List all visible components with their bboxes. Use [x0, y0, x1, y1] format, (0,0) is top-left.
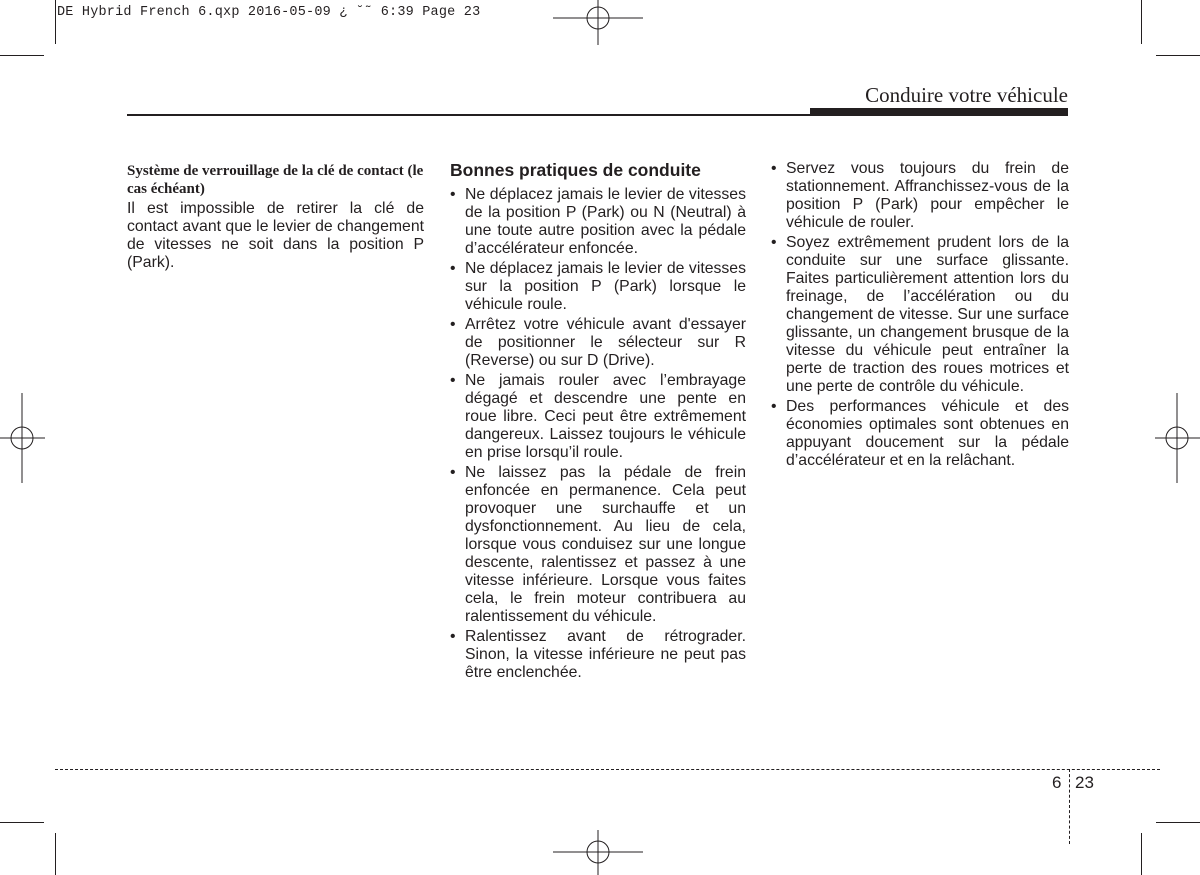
bullet-icon: • [771, 160, 777, 177]
crop-mark [1141, 833, 1142, 875]
registration-mark-icon [0, 393, 45, 483]
list-item [450, 260, 746, 314]
header-rule-thick [810, 108, 1068, 116]
bullet-icon: • [450, 372, 456, 389]
crop-mark [0, 55, 44, 56]
header-rule [127, 114, 810, 116]
crop-mark [0, 822, 44, 823]
chapter-number: 6 [1052, 773, 1062, 792]
registration-mark-icon [553, 830, 643, 875]
list-item-text: Servez vous toujours du frein de stationnement. Affranchissez-vous de la position P (Park) pour empêcher le véhicule de rouler. [786, 160, 1069, 231]
list-item [771, 398, 1069, 470]
bullet-icon: • [450, 316, 456, 333]
list-item-text: Ne jamais rouler avec l’embrayage dégagé et descendre une pente en roue libre. Ceci peut être extrêmement dangereux. Laissez toujours le véhicule en prise lorsqu’il roule. [465, 372, 746, 461]
bullet-icon: • [450, 464, 456, 481]
bullet-list [771, 160, 1069, 470]
print-slug: DE Hybrid French 6.qxp 2016-05-09 ¿ ˘˜ 6:39 Page 23 [57, 5, 481, 20]
bullet-icon: • [450, 186, 456, 203]
list-item-text: Des performances véhicule et des économies optimales sont obtenues en appuyant doucement sur la pédale d’accélérateur et en la relâchant. [786, 398, 1069, 469]
crop-mark [55, 0, 56, 44]
section-heading: Bonnes pratiques de conduite [450, 160, 701, 180]
list-item [450, 316, 746, 370]
column-1 [127, 160, 424, 272]
list-item [450, 372, 746, 462]
bullet-list [450, 186, 746, 682]
crop-mark [1141, 0, 1142, 44]
chapter-title: Conduire votre véhicule [865, 83, 1068, 107]
crop-mark [1156, 55, 1200, 56]
page-number: 23 [1075, 773, 1094, 792]
list-item-text: Ralentissez avant de rétrograder. Sinon, la vitesse inférieure ne peut pas être enclenchée. [465, 628, 746, 681]
list-item [771, 234, 1069, 396]
list-item-text: Arrêtez votre véhicule avant d'essayer de positionner le sélecteur sur R (Reverse) ou sur D (Drive). [465, 316, 746, 369]
subsection-heading: Système de verrouillage de la clé de contact (le cas échéant) [127, 163, 424, 197]
list-item [450, 464, 746, 626]
list-item-text: Ne déplacez jamais le levier de vitesses de la position P (Park) ou N (Neutral) à une toute autre position avec la pédale d’accélérateur enfoncée. [465, 186, 746, 257]
column-2 [450, 160, 746, 684]
bullet-icon: • [450, 260, 456, 277]
footer-rule [55, 769, 1160, 770]
list-item [771, 160, 1069, 232]
body-paragraph: Il est impossible de retirer la clé de contact avant que le levier de changement de vitesses ne soit dans la position P (Park). [127, 200, 424, 271]
list-item [450, 186, 746, 258]
list-item [450, 628, 746, 682]
bullet-icon: • [771, 398, 777, 415]
list-item-text: Ne laissez pas la pédale de frein enfoncée en permanence. Cela peut provoquer une surchauffe et un dysfonctionnement. Au lieu de cela, lorsque vous conduisez sur une longue descente, ralentissez et passez à une vitesse inférieure. Lorsque vous faites cela, le frein moteur contribuera au ralentissement du véhicule. [465, 464, 746, 625]
list-item-text: Soyez extrêmement prudent lors de la conduite sur une surface glissante. Faites particulièrement attention lors du freinage, de l’accélération ou du changement de vitesse. Sur une surface glissante, un changement brusque de la vitesse du véhicule peut entraîner la perte de traction des roues motrices et une perte de contrôle du véhicule. [786, 234, 1069, 395]
footer-divider [1069, 769, 1070, 844]
registration-mark-icon [1155, 393, 1200, 483]
column-3 [771, 160, 1069, 472]
crop-mark [1156, 822, 1200, 823]
crop-mark [55, 833, 56, 875]
bullet-icon: • [450, 628, 456, 645]
registration-mark-icon [553, 0, 643, 45]
list-item-text: Ne déplacez jamais le levier de vitesses sur la position P (Park) lorsque le véhicule roule. [465, 260, 746, 313]
bullet-icon: • [771, 234, 777, 251]
